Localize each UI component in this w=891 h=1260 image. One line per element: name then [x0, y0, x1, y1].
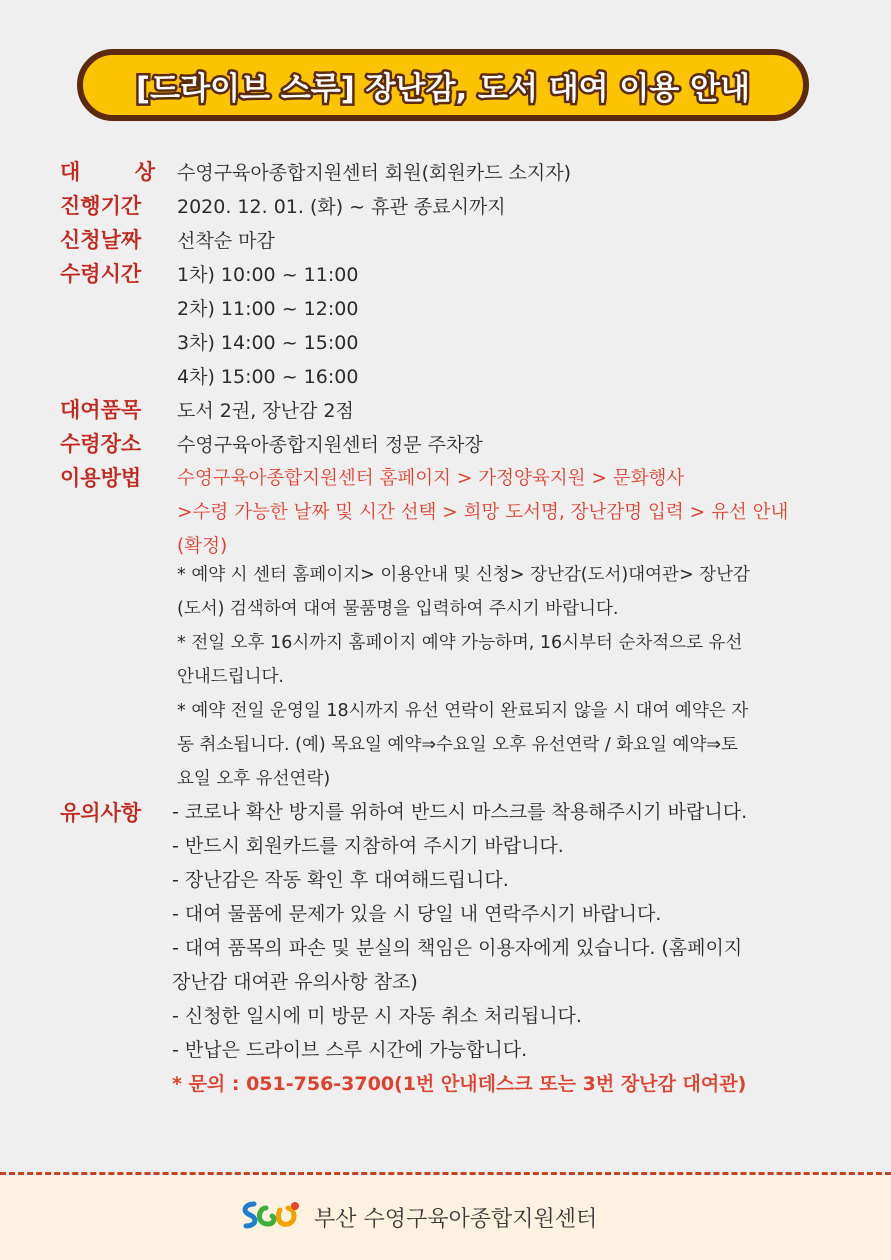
notice-item: - 반드시 회원카드를 지참하여 주시기 바랍니다. — [172, 835, 564, 857]
title-banner — [77, 49, 809, 121]
time-slot-2: 2차) 11:00 ~ 12:00 — [177, 298, 359, 320]
target-label-part1: 대 — [60, 160, 81, 184]
period-label: 진행기간 — [60, 194, 142, 218]
items-value: 도서 2권, 장난감 2점 — [177, 400, 354, 422]
method-note-line: 동 취소됩니다. (예) 목요일 예약⇒수요일 오후 유선연락 / 화요일 예약⇒토 — [177, 735, 738, 755]
method-note-line: * 전일 오후 16시까지 홈페이지 예약 가능하며, 16시부터 순차적으로 유선 — [177, 633, 743, 653]
target-label — [60, 156, 155, 186]
method-notes — [177, 558, 847, 796]
method-line-1: 수영구육아종합지원센터 홈페이지 > 가정양육지원 > 문화행사 — [177, 468, 685, 489]
contact-info: * 문의 : 051-756-3700(1번 안내데스크 또는 3번 장난감 대여관) — [172, 1073, 747, 1095]
place-label: 수령장소 — [60, 432, 142, 456]
notice-label: 유의사항 — [60, 801, 142, 825]
notice-item: - 반납은 드라이브 스루 시간에 가능합니다. — [172, 1039, 528, 1061]
method-note-line: (도서) 검색하여 대여 물품명을 입력하여 주시기 바랍니다. — [177, 599, 619, 619]
notice-item: - 대여 품목의 파손 및 분실의 책임은 이용자에게 있습니다. (홈페이지 — [172, 937, 743, 959]
notice-item: - 장난감은 작동 확인 후 대여해드립니다. — [172, 869, 509, 891]
notice-list — [172, 795, 852, 1101]
time-label: 수령시간 — [60, 262, 142, 286]
apply-label: 신청날짜 — [60, 228, 142, 252]
place-value: 수영구육아종합지원센터 정문 주차장 — [177, 434, 483, 456]
time-slot-3: 3차) 14:00 ~ 15:00 — [177, 332, 359, 354]
page-title: [드라이브 스루] 장난감, 도서 대여 이용 안내 — [136, 70, 750, 107]
center-logo-icon — [240, 1198, 306, 1236]
notice-item: - 대여 물품에 문제가 있을 시 당일 내 연락주시기 바랍니다. — [172, 903, 662, 925]
notice-item: - 코로나 확산 방지를 위하여 반드시 마스크를 착용해주시기 바랍니다. — [172, 801, 748, 823]
notice-item: - 신청한 일시에 미 방문 시 자동 취소 처리됩니다. — [172, 1005, 582, 1027]
method-label: 이용방법 — [60, 466, 142, 490]
footer-brand — [240, 1198, 597, 1236]
apply-value: 선착순 마감 — [177, 230, 275, 252]
footer-divider — [0, 1172, 891, 1175]
method-line-2: >수령 가능한 날짜 및 시간 선택 > 희망 도서명, 장난감명 입력 > 유선 안내 — [177, 502, 789, 523]
time-slot-4: 4차) 15:00 ~ 16:00 — [177, 366, 359, 388]
method-note-line: 요일 오후 유선연락) — [177, 769, 331, 789]
items-label: 대여품목 — [60, 398, 142, 422]
target-value: 수영구육아종합지원센터 회원(회원카드 소지자) — [177, 162, 571, 184]
footer-org-name: 부산 수영구육아종합지원센터 — [314, 1206, 598, 1232]
time-slot-1: 1차) 10:00 ~ 11:00 — [177, 264, 359, 286]
target-label-part2: 상 — [134, 160, 155, 184]
method-note-line: 안내드립니다. — [177, 667, 284, 687]
footer — [0, 1176, 891, 1260]
method-line-3: (확정) — [177, 536, 228, 557]
method-note-line: * 예약 전일 운영일 18시까지 유선 연락이 완료되지 않을 시 대여 예약은 자 — [177, 701, 749, 721]
period-value: 2020. 12. 01. (화) ~ 휴관 종료시까지 — [177, 196, 506, 218]
method-note-line: * 예약 시 센터 홈페이지> 이용안내 및 신청> 장난감(도서)대여관> 장난감 — [177, 565, 750, 585]
notice-item: 장난감 대여관 유의사항 참조) — [172, 971, 418, 993]
